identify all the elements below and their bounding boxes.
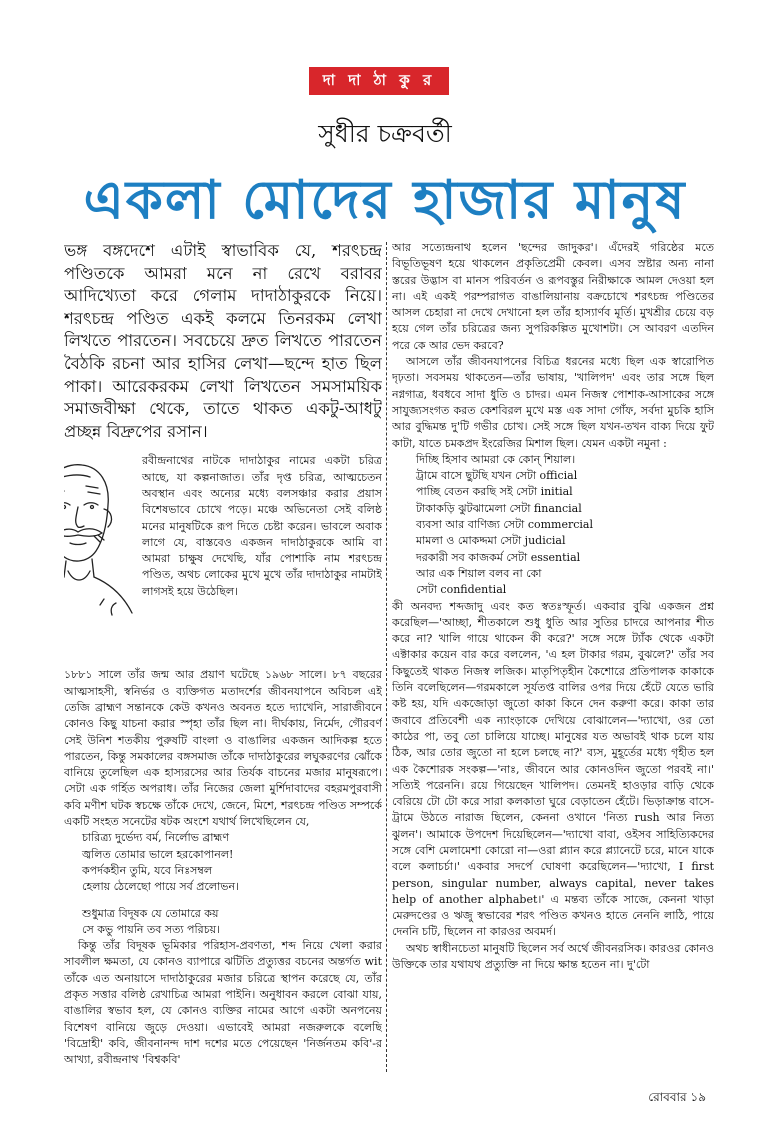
left-column [64,240,382,1075]
body-paragraph: আসলে তাঁর জীবনযাপনের বিচিত্র ধরনের মধ্যে ছিল এক স্বারোপিত দৃঢ়তা। সবসময় থাকতেন—তাঁর ভাষায়, 'খালিপদ' এবং তার সঙ্গে ছিল নগ্নগাত্র, ধবধবে সাদা ধুতি ও চাদর। এমন নিজস্ব পোশাক-আসাকের সঙ্গে সাযুজ্যসংগত করত কেশবিরল মুখে মস্ত এক সাদা গোঁফ, সর্বদা মুচকি হাসি আর বুদ্ধিমন্ত দু'টি গভীর চোখ। সেই সঙ্গে ছিল যখন-তখন বাক্য দিয়ে ফুট কাটা, যাতে চমকপ্রদ ইংরেজির মিশাল ছিল। যেমন একটা নমুনা : [392,355,714,450]
body-paragraph: আর সত্যেন্দ্রনাথ হলেন 'ছন্দের জাদুকর'। এঁদেরই গরিষ্ঠের মতে বিভূতিভূষণ হয়ে থাকলেন প্রকৃতিপ্রেমী কেবল। এসব স্রষ্টার অন্য নানা স্তরের উদ্ভাস বা মানস পরিবর্তন ও রূপবস্তুর নিরীক্ষাকে আমল দেওয়া হল না। এই একই পরম্পরাগত বাঙালিয়ানায় বক্রচোখে শরৎচন্দ্র পণ্ডিতের আসল চেহারা না দেখে দেখানো হল তাঁর হাস্যার্ণব মূর্তি। মুখশ্রীর চেয়ে বড় হয়ে গেল তাঁর চরিত্রের জন্য সুপরিকল্পিত মুখোশটা। সে আবরণ এতদিন পরে কে আর ভেদ করবে? [392,241,714,352]
verse-line: টাকাকড়ি ঝুটঝামেলা সেটা financial [416,501,582,515]
verse-line: ব্যবসা আর বাণিজ্য সেটা commercial [416,518,593,532]
right-column [392,240,714,1075]
poem-line: চারিত্র্য দুর্ভেদ্য বর্ম, নির্লোভ ব্রাহ্মণ [82,831,229,845]
body-paragraph: অথচ স্বাধীনচেতা মানুষটি ছিলেন সর্ব অর্থে জীবনরসিক। কারওর কোনও উক্তিকে তার যথাযথ প্রত্যুক্তি না দিয়ে ক্ষান্ত হতেন না। দু'টো [392,941,714,972]
poem-line: সে কভু পায়নি তব সত্য পরিচয়। [82,922,221,936]
verse-line: দরকারী সব কাজকর্ম সেটা essential [416,550,581,564]
poem-stanza-1 [82,830,382,895]
verse-line: আর এক শিয়াল বলব না কো [416,566,542,580]
poem-line: হেলায় ঠেলেছো পায়ে সর্ব প্রলোভন। [82,880,239,894]
portrait-caption-text: রবীন্দ্রনাথের নাটকে দাদাঠাকুর নামের একটা চরিত্র আছে, যা কল্পনাজাত। তাঁর দৃপ্ত চরিত্র, আত্মচেতন অবস্থান এবং অন্যের মধ্যে বলসঞ্চার করার প্রয়াস বিশেষভাবে চোখে পড়ে। মঞ্চে অভিনেতা সেই বলিষ্ঠ মনের মানুষটিকে রূপ দিতে চেষ্টা করেন। ভাবলে অবাক লাগে যে, বাস্তবেও একজন দাদাঠাকুরকে আমি বা আমরা চাক্ষুষ দেখেছি, যাঁর পোশাকি নাম শরৎচন্দ্র পণ্ডিত, অথচ লোকের মুখে মুখে তাঁর দাদাঠাকুর নামটাই লাগসই হয়ে উঠেছিল। [142,454,382,598]
spacer [64,896,382,906]
page-footer: রোববার ১৯ [648,1090,706,1104]
body-paragraph: ১৮৮১ সালে তাঁর জন্ম আর প্রয়াণ ঘটেছে ১৯৬৮ সালে। ৮৭ বছরের আত্মসাহসী, স্বনির্ভর ও ব্যক্তিগত মতাদর্শের জীবনযাপনে অবিচল এই তেজি ব্রাহ্মণ সন্তানকে কেউ কখনও অবনত হতে দ্যাখেনি, সারাজীবনে কোনও কিছু যাচনা করার স্পৃহা তাঁর ছিল না। দীর্ঘকায়, নির্মেদ, গৌরবর্ণ সেই উনিশ শতকীয় পুরুষটি বাংলা ও বাঙালির একজন আদিকল্প হতে পারতেন, কিন্তু সমকালের বঙ্গসমাজ তাঁকে দাদাঠাকুরের লঘুকরণের ঝোঁকে বানিয়ে তুলেছিল এক হাস্যরসের আর তির্যক বাচনের মজার মানুষরূপে। সেটা এক গর্হিত অপরাধ। তাঁর নিজের জেলা মুর্শিদাবাদের বহরমপুরবাসী কবি মণীশ ঘটক স্বচক্ষে তাঁকে দেখে, জেনে, মিশে, শরৎচন্দ্র পণ্ডিত সম্পর্কে একটি সংহত সনেটের ষটক অংশে যথার্থ লিখেছিলেন যে, [64,668,382,829]
verse-line: পাচ্ছি বেতন করছি সই সেটা initial [416,485,573,499]
poem-line: কপর্দকহীন তুমি, যবে নিঃসম্বল [82,863,213,877]
portrait-sketch-icon [64,453,136,623]
article-title: একলা মোদের হাজার মানুষ [83,170,687,231]
verse-line: ট্রামে বাসে ছুটছি যখন সেটা official [416,469,578,483]
body-paragraph: কী অনবদ্য শব্দজাদু এবং কত স্বতঃস্ফূর্ত। একবার বুঝি একজন প্রশ্ন করেছিল—'আচ্ছা, শীতকালে শুধু ধুতি আর সুতির চাদরে আপনার শীত করে না? খালি গায়ে থাকেন কী করে?' সঙ্গে সঙ্গে ট্যাঁক থেকে একটা এক্টাকার কয়েন বার করে বললেন, 'এ হল টাকার গরম, বুঝলে?' তাঁর সব কিছুতেই থাকত নিজস্ব লজিক। মাতৃপিতৃহীন কৈশোরে প্রতিপালক কাকাকে তিনি বলেছিলেন—গরমকালে সূর্যতপ্ত বালির ওপর দিয়ে হেঁটে যেতে ভারি কষ্ট হয়, যদি একজোড়া জুতো কাকা কিনে দেন করুণা করে। কাকা তার জবাবে প্রতিবেশী এক ন্যাংড়াকে দেখিয়ে বোঝালেন—'দ্যাখো, ওর তো কাঠের পা, তবু তো চালিয়ে যাচ্ছে। মানুষের যত অভাবই থাক চলে যায় ঠিক, আর তোর জুতো না হলে চলছে না?' ব্যস, মুহূর্তের মধ্যে গৃহীত হল এক কৈশোরক সংকল্প—'নাঃ, জীবনে আর কোনওদিন জুতো পরবই না।' সত্যিই পরেননি। রয়ে গিয়েছেন খালিপদ। তেমনই হাওড়ার বাড়ি থেকে বেরিয়ে টো টো করে সারা কলকাতা ঘুরে বেড়াতেন হেঁটে। ভিড়াক্রান্ত বাসে-ট্রামে উঠতে নারাজ ছিলেন, কেননা ওখানে 'নিত্য rush আর নিত্য ঝুলন'। আমাকে উপদেশ দিয়েছিলেন—'দ্যাখো বাবা, ওইসব সাহিত্যিকদের সঙ্গে বেশি মেলামেশা কোরো না—ওরা প্ল্যান করে প্ল্যানেটে চরে, মানে যাকে বলে কলাচর্চা।' একবার সদর্পে ঘোষণা করেছিলেন—'দ্যাখো, I first person, singular number, always capital, never takes help of another alphabet।' এ মন্তব্য তাঁকে সাজে, কেননা খাড়া মেরুদণ্ডের ও ঋজু স্বভাবের শরৎ পণ্ডিত কখনও হাতে নেননি লাঠি, পায়ে দেননি চটি, ছিলেন না কারওর অবমর্দ। [392,599,714,939]
portrait-block [64,453,382,667]
lead-paragraph: ভঙ্গ বঙ্গদেশে এটাই স্বাভাবিক যে, শরৎচন্দ্র পণ্ডিতকে আমরা মনে না রেখে বরাবর আদিখ্যেতা করে গেলাম দাদাঠাকুরকে নিয়ে। শরৎচন্দ্র পণ্ডিত একই কলমে তিনরকম লেখা লিখতে পারতেন। সবচেয়ে দ্রুত লিখতে পারতেন বৈঠকি রচনা আর হাসির লেখা—ছন্দে হাত ছিল পাকা। আরেকরকম লেখা লিখতেন সমসাময়িক সমাজবীক্ষা থেকে, তাতে থাকত একটু-আধটু প্রচ্ছন্ন বিদ্রুপের রসান। [64,241,382,441]
section-badge: দা দা ঠা কু র [309,67,449,95]
verse-line: মামলা ও মোকদ্দমা সেটা judicial [416,534,566,548]
verse-list [416,452,714,599]
column-divider [386,242,387,1072]
verse-line: দিচ্ছি হিসাব আমরা কে কোন্ শিয়াল। [416,452,576,466]
body-paragraph: কিন্তু তাঁর বিদূষক ভূমিকার পরিহাস-প্রবণতা, শব্দ নিয়ে খেলা করার সাবলীল ক্ষমতা, যে কোনও ব্যাপারে ঝটিতি প্রত্যুত্তর বচনের অন্তর্গত wit তাঁকে এত অনায়াসে দাদাঠাকুরের মজার চরিত্রে স্থাপন করেছে যে, তাঁর প্রকৃত সত্তার বলিষ্ঠ রেখাচিত্র আমরা পাইনি। অনুধাবন করলে বোঝা যায়, বাঙালির স্বভাব হল, যে কোনও ব্যক্তির নামের আগে একটা অনপনেয় বিশেষণ বানিয়ে জুড়ে দেওয়া। এভাবেই আমরা নজরুলকে বলেছি 'বিদ্রোহী' কবি, জীবনানন্দ দাশ দশের মতে পেয়েছেন 'নির্জনতম কবি'-র আখ্যা, রবীন্দ্রনাথ 'বিশ্বকবি' [64,939,382,1067]
verse-line: সেটা confidential [416,583,507,597]
author-name: সুধীর চক্রবর্তী [318,119,452,148]
poem-line: জ্বলিত তোমার ভালে হরকোপানল! [82,847,234,861]
poem-stanza-2 [82,906,382,939]
poem-line: শুধুমাত্র বিদূষক যে তোমারে কয় [82,906,219,920]
